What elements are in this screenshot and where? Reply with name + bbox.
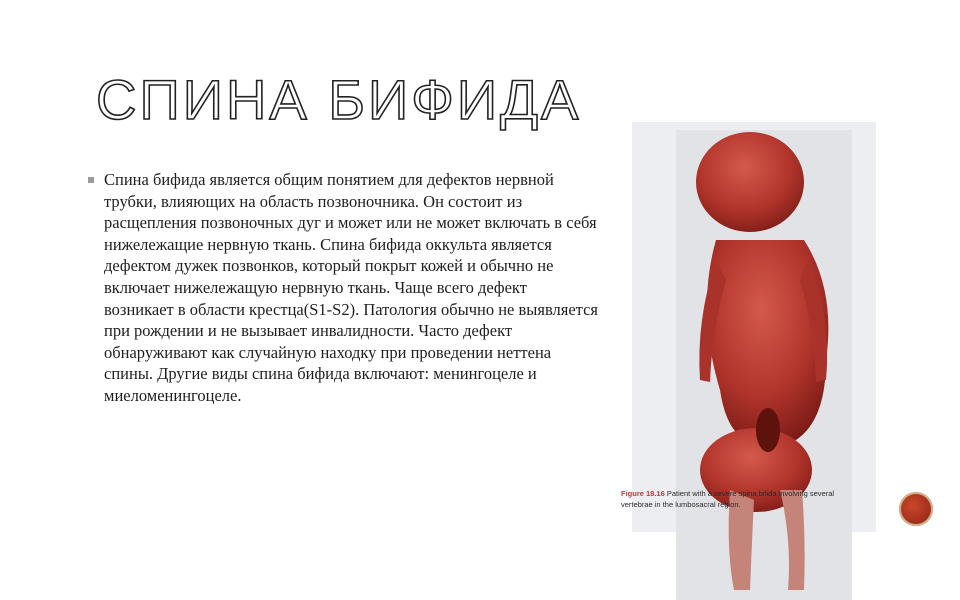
slide-title: СПИНА БИФИДА xyxy=(96,68,582,131)
figure-photo xyxy=(632,122,876,532)
figure-caption xyxy=(621,488,861,510)
slide-badge-icon xyxy=(899,492,933,526)
patient-photo xyxy=(676,130,852,600)
bullet-marker xyxy=(88,177,94,183)
bullet-item xyxy=(88,169,598,407)
caption-text: Patient with a severe spina bifida involving several vertebrae in the lumbosacral region. xyxy=(621,489,835,509)
caption-label: Figure 18.16 xyxy=(621,489,665,498)
body-text: Спина бифида является общим понятием для дефектов нервной трубки, влияющих на область позвоночника. Он состоит из расщепления позвоночных дуг и может или не может включать в себя нижележащие нервную ткань. Спина бифида оккульта является дефектом дужек позвонков, который покрыт кожей и обычно не включает нижележащую нервную ткань. Чаще всего дефект возникает в области крестца(S1-S2). Патология обычно не выявляется при рождении и не вызывает инвалидности. Часто дефект обнаруживают как случайную находку при проведении неттена спины. Другие виды спина бифида включают: менингоцеле и миеломенингоцеле. xyxy=(104,170,598,405)
